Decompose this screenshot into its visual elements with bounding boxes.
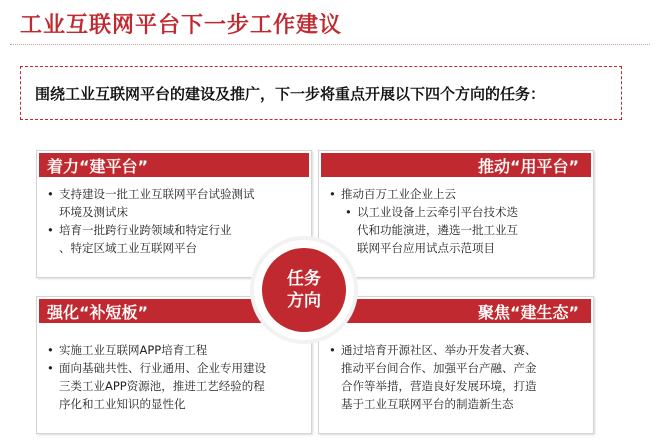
- list-subitem: [327, 203, 587, 257]
- intro-box: [20, 66, 622, 120]
- list-item: [45, 185, 305, 221]
- panel-body: [37, 325, 311, 417]
- panel-body: [37, 179, 311, 261]
- list-item-line: • 支持建设一批工业互联网平台试验测试: [59, 187, 255, 201]
- panel-use-platform: [318, 150, 594, 278]
- list-item-line: 基于工业互联网平台的制造新生态: [341, 397, 514, 411]
- panel-body: [319, 179, 593, 261]
- title-divider: [10, 44, 650, 45]
- list-item-line: 三类工业APP资源池，推进工艺经验的程: [59, 379, 265, 393]
- list-item-line: 、特定区域工业互联网平台: [59, 241, 197, 255]
- intro-text: 围绕工业互联网平台的建设及推广，下一步将重点开展以下四个方向的任务：: [35, 84, 546, 103]
- list-item: [327, 185, 587, 203]
- list-item: [45, 359, 305, 413]
- panel-build-ecosystem: [318, 296, 594, 434]
- panel-body: [319, 325, 593, 417]
- list-item-line: 环境及测试床: [59, 205, 128, 219]
- panel-header: 推动“用平台”: [319, 151, 593, 179]
- list-item-line: • 推动百万工业企业上云: [341, 187, 456, 201]
- center-task-direction-circle: [262, 248, 346, 332]
- list-item-line: • 培育一批跨行业跨领域和特定行业: [59, 223, 232, 237]
- center-label-line2: 方向: [287, 291, 321, 311]
- list-item-line: 代和功能演进，遴选一批工业互: [357, 223, 518, 237]
- list-item-line: • 面向基础共性、行业通用、企业专用建设: [59, 361, 266, 375]
- list-item: [45, 341, 305, 359]
- panel-header: 着力“建平台”: [37, 151, 311, 179]
- list-item-line: 推动平台间合作、加强平台产融、产金: [341, 361, 537, 375]
- list-item-line: 序化和工业知识的显性化: [59, 397, 186, 411]
- list-item: [327, 341, 587, 413]
- list-item-line: • 实施工业互联网APP培育工程: [59, 343, 208, 357]
- list-item-line: • 通过培育开源社区、举办开发者大赛、: [341, 343, 537, 357]
- list-item-line: • 以工业设备上云牵引平台技术迭: [357, 205, 518, 219]
- list-item-line: 合作等举措，营造良好发展环境，打造: [341, 379, 537, 393]
- panel-header: 强化“补短板”: [37, 297, 311, 325]
- list-item: [45, 221, 305, 257]
- page-title: 工业互联网平台下一步工作建议: [20, 13, 343, 38]
- list-item-line: 联网平台应用试点示范项目: [357, 241, 495, 255]
- panel-header: 聚焦“建生态”: [319, 297, 593, 325]
- center-label-line1: 任务: [287, 269, 321, 289]
